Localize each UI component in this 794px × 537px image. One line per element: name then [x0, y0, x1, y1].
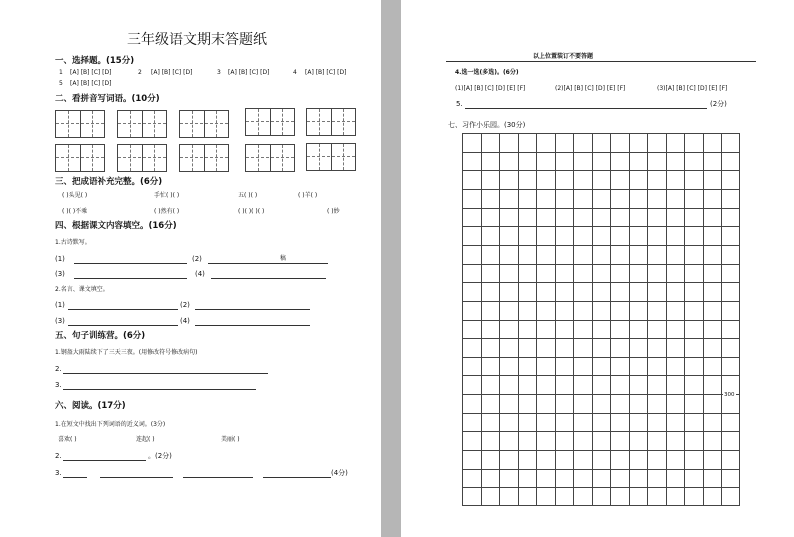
section-7-heading: 七、习作小乐园。(30分): [448, 121, 526, 129]
choice-options-5[interactable]: [A] [B] [C] [D]: [70, 80, 112, 87]
question-4-heading: 4.选一选(多选)。(6分): [455, 69, 519, 76]
sentence-question-2: 2.: [55, 365, 62, 373]
subheading-ancient-poems: 1.古诗默写。: [55, 239, 91, 246]
page-gap: [381, 0, 401, 537]
choice-number-4: 4: [293, 69, 297, 76]
inline-character: 稿: [280, 255, 287, 262]
choice-options-2[interactable]: [A] [B] [C] [D]: [151, 69, 193, 76]
section-5-heading: 五、句子训练营。(6分): [55, 331, 146, 341]
section-2-heading: 二、看拼音写词语。(10分): [55, 94, 160, 104]
answer-line[interactable]: [74, 278, 187, 279]
answer-line[interactable]: [195, 325, 310, 326]
answer-line[interactable]: [68, 325, 178, 326]
binding-notice: 以上位置装订不要答题: [533, 53, 594, 60]
grid-row-line: [462, 505, 740, 506]
synonym-item[interactable]: 连起( ): [136, 436, 155, 443]
grid-row-line: [462, 338, 740, 339]
grid-row-line: [462, 357, 740, 358]
grid-row-line: [462, 394, 740, 395]
grid-row-line: [462, 431, 740, 432]
synonym-item[interactable]: 喜欢( ): [58, 436, 77, 443]
sentence-question-1: 1.钢盔大雨陆续下了三天三夜。(用修改符号修改病句): [55, 349, 198, 356]
pinyin-answer-box[interactable]: [117, 144, 167, 172]
answer-line[interactable]: [63, 460, 146, 461]
grid-row-line: [462, 413, 740, 414]
answer-line[interactable]: [263, 477, 331, 478]
pinyin-answer-box[interactable]: [245, 108, 295, 136]
subheading-quotes: 2.名言、课文填空。: [55, 286, 109, 293]
binding-line: [446, 61, 756, 62]
grid-row-line: [462, 133, 740, 134]
grid-row-line: [462, 320, 740, 321]
composition-grid[interactable]: [462, 133, 740, 506]
answer-line[interactable]: [63, 373, 268, 374]
blank-label: (1): [55, 255, 65, 263]
multi-choice-options-1[interactable]: (1)[A] [B] [C] [D] [E] [F]: [455, 85, 526, 92]
grid-row-line: [462, 189, 740, 190]
section-1-heading: 一、选择题。(15分): [55, 56, 135, 66]
answer-line[interactable]: [63, 389, 256, 390]
reading-question-1: 1.在短文中找出下列词语的近义词。(3分): [55, 421, 166, 428]
blank-label: (3): [55, 317, 65, 325]
blank-label: (2): [180, 301, 190, 309]
grid-row-line: [462, 170, 740, 171]
blank-label: (2): [192, 255, 202, 263]
answer-line[interactable]: [74, 263, 187, 264]
sentence-question-3: 3.: [55, 381, 62, 389]
grid-row-line: [462, 282, 740, 283]
grid-row-line: [462, 301, 740, 302]
blank-label: (4): [195, 270, 205, 278]
pinyin-answer-box[interactable]: [306, 143, 356, 171]
pinyin-answer-box[interactable]: [55, 110, 105, 138]
choice-number-1: 1: [59, 69, 63, 76]
points-label: 。(2分): [148, 452, 172, 460]
section-6-heading: 六、阅读。(17分): [55, 401, 126, 411]
answer-line[interactable]: [208, 263, 328, 264]
reading-question-3: 3.: [55, 469, 62, 477]
synonym-item[interactable]: 美丽( ): [221, 436, 240, 443]
idiom-item[interactable]: ( )( )( )( ): [238, 208, 265, 215]
idiom-item[interactable]: 手忙( )( ): [154, 192, 180, 199]
answer-line[interactable]: [211, 278, 326, 279]
section-4-heading: 四、根据课文内容填空。(16分): [55, 221, 177, 231]
blank-label: (1): [55, 301, 65, 309]
blank-label: (3): [55, 270, 65, 278]
grid-row-line: [462, 208, 740, 209]
choice-options-4[interactable]: [A] [B] [C] [D]: [305, 69, 347, 76]
page-title: 三年级语文期末答题纸: [127, 32, 267, 48]
choice-number-3: 3: [217, 69, 221, 76]
pinyin-answer-box[interactable]: [117, 110, 167, 138]
multi-choice-options-2[interactable]: (2)[A] [B] [C] [D] [E] [F]: [555, 85, 626, 92]
multi-choice-options-3[interactable]: (3)[A] [B] [C] [D] [E] [F]: [657, 85, 728, 92]
pinyin-answer-box[interactable]: [55, 144, 105, 172]
grid-row-line: [462, 264, 740, 265]
question-5-label: 5.: [456, 100, 463, 108]
answer-line[interactable]: [183, 477, 253, 478]
grid-row-line: [462, 487, 740, 488]
idiom-item[interactable]: ( )然有( ): [154, 208, 180, 215]
pinyin-answer-box[interactable]: [306, 108, 356, 136]
section-3-heading: 三、把成语补充完整。(6分): [55, 177, 163, 187]
answer-line[interactable]: [195, 309, 310, 310]
answer-line[interactable]: [100, 477, 173, 478]
choice-options-3[interactable]: [A] [B] [C] [D]: [228, 69, 270, 76]
grid-row-line: [462, 375, 740, 376]
reading-question-2: 2.: [55, 452, 62, 460]
points-label: (2分): [710, 100, 727, 108]
grid-row-line: [462, 469, 740, 470]
pinyin-answer-box[interactable]: [245, 144, 295, 172]
choice-options-1[interactable]: [A] [B] [C] [D]: [70, 69, 112, 76]
grid-row-line: [462, 226, 740, 227]
choice-number-2: 2: [138, 69, 142, 76]
grid-row-line: [462, 245, 740, 246]
idiom-item[interactable]: ( )羊( ): [298, 192, 318, 199]
idiom-item[interactable]: ( )头见( ): [62, 192, 88, 199]
choice-number-5: 5: [59, 80, 63, 87]
word-count-marker: 300: [724, 392, 735, 398]
grid-row-line: [462, 450, 740, 451]
grid-row-line: [462, 152, 740, 153]
blank-label: (4): [180, 317, 190, 325]
points-label: (4分): [331, 469, 348, 477]
idiom-item[interactable]: ( )妙: [327, 208, 340, 215]
idiom-item[interactable]: ( )( )不乘: [62, 208, 88, 215]
answer-line[interactable]: [465, 108, 707, 109]
pinyin-answer-box[interactable]: [179, 144, 229, 172]
answer-line[interactable]: [63, 477, 87, 478]
answer-line[interactable]: [68, 309, 178, 310]
pinyin-answer-box[interactable]: [179, 110, 229, 138]
idiom-item[interactable]: 五( )( ): [238, 192, 258, 199]
